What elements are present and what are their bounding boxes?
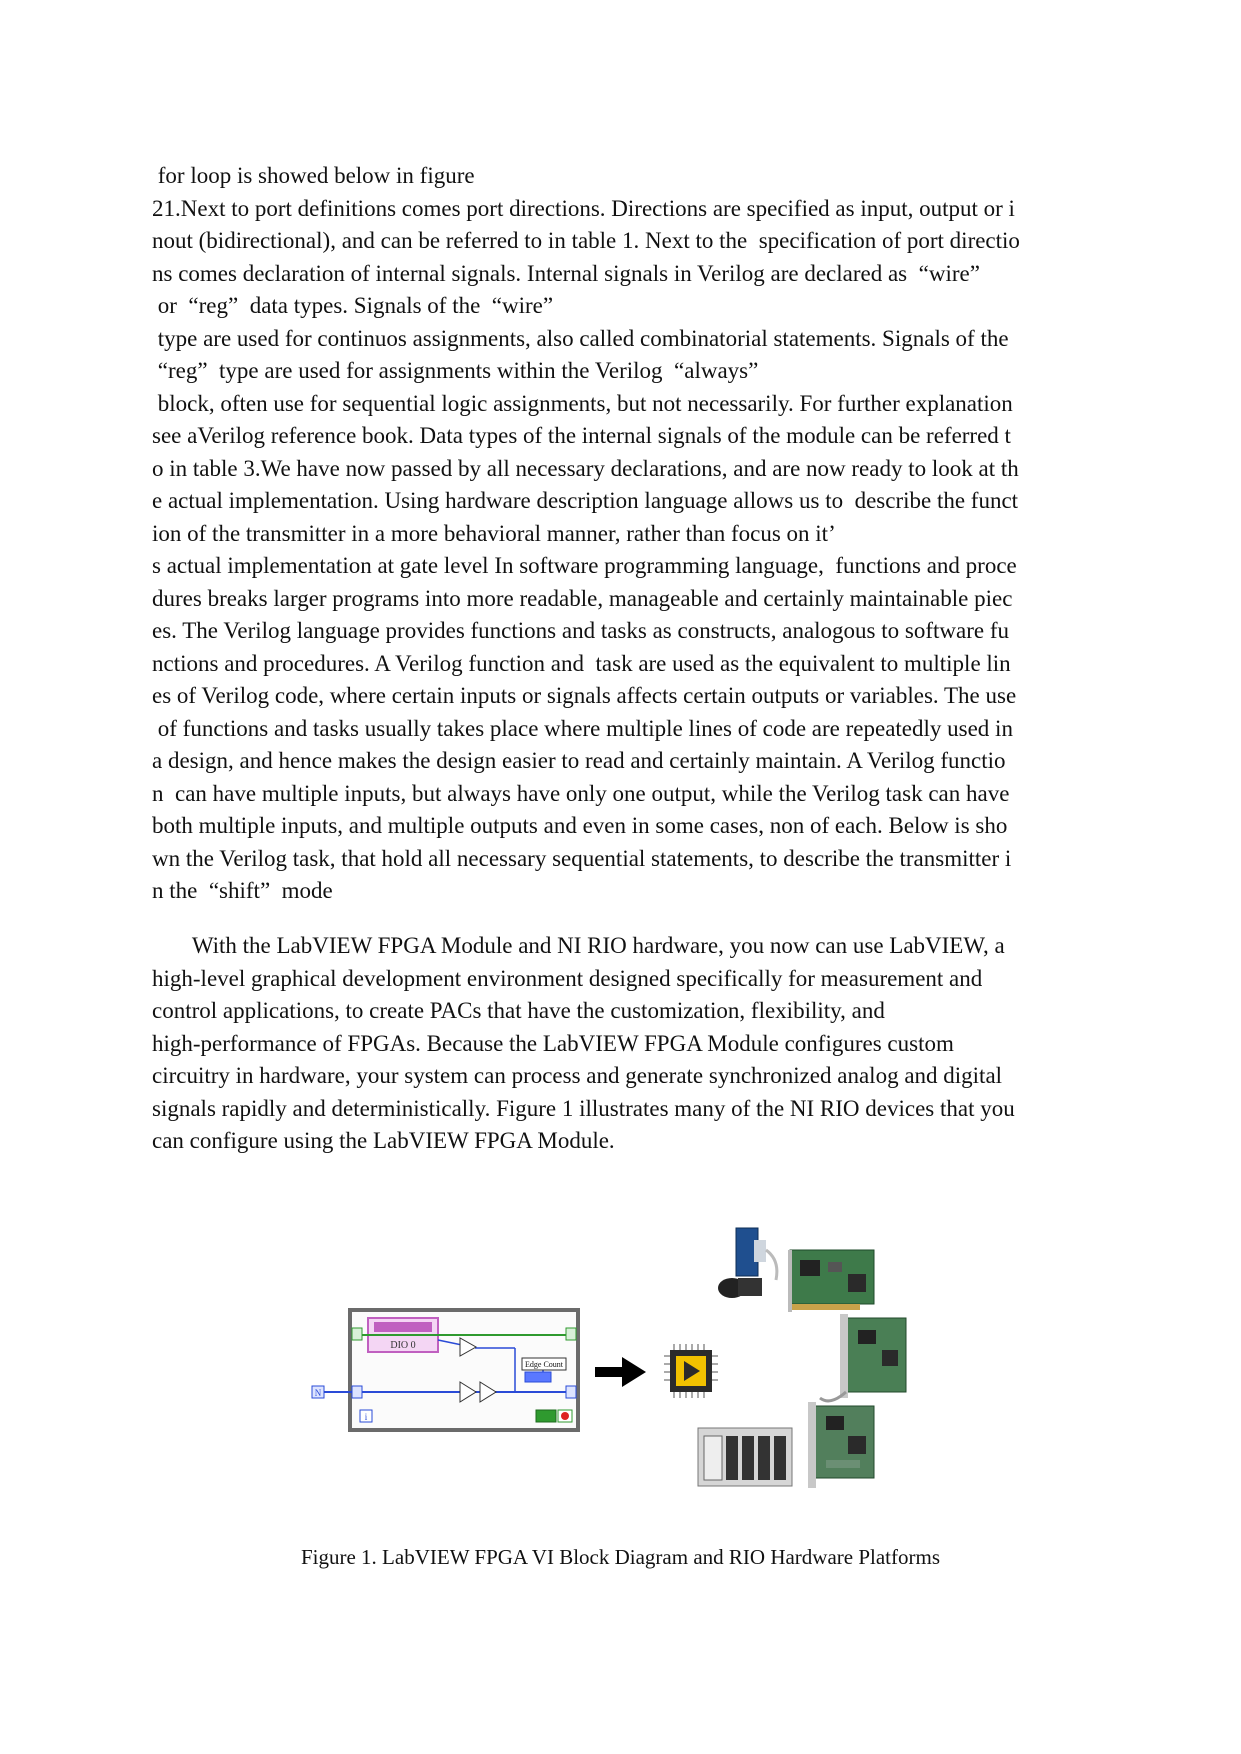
figure-1-illustration: [300, 1210, 980, 1510]
shift-register-left: [352, 1328, 362, 1340]
text-line: high-level graphical development environment designed specifically for measurement and: [152, 965, 983, 991]
text-line: e actual implementation. Using hardware description language allows us to describe the funct: [152, 488, 1019, 513]
text-line: type are used for continuos assignments, also called combinatorial statements. Signals of the: [152, 325, 1009, 351]
svg-text:i: i: [364, 1412, 368, 1422]
dio-label: DIO 0: [390, 1340, 416, 1351]
body-paragraph-1: [152, 160, 1102, 908]
text-line: dures breaks larger programs into more readable, manageable and certainly maintainable piec: [152, 585, 1013, 611]
text-line: block, often use for sequential logic assignments, but not necessarily. For further explanation: [152, 390, 1013, 416]
io-node-header: [374, 1322, 432, 1332]
text-line: a design, and hence makes the design easier to read and certainly maintain. A Verilog functio: [152, 748, 1006, 773]
figure-1: [300, 1210, 980, 1510]
edge-count-indicator: [525, 1372, 551, 1382]
text-line: o in table 3.We have now passed by all necessary declarations, and are now ready to look at th: [152, 455, 1019, 481]
text-line: can configure using the LabVIEW FPGA Module.: [152, 1128, 615, 1153]
shift-register-right: [566, 1328, 576, 1340]
text-line: s actual implementation at gate level In software programming language, functions and proce: [152, 553, 1017, 578]
boolean-constant: [536, 1410, 556, 1422]
text-line: “reg” type are used for assignments within the Verilog “always”: [152, 358, 759, 383]
body-paragraph-2: [152, 930, 1102, 1158]
text-line: n the “shift” mode: [152, 878, 333, 903]
text-line: nctions and procedures. A Verilog function and task are used as the equivalent to multiple lin: [152, 650, 1011, 676]
text-line: of functions and tasks usually takes place where multiple lines of code are repeatedly used in: [152, 715, 1013, 741]
svg-text:N: N: [314, 1388, 322, 1398]
compactrio-chassis-icon: [698, 1428, 792, 1486]
text-line: wn the Verilog task, that hold all necessary sequential statements, to describe the transmitter i: [152, 845, 1012, 871]
text-line: 21.Next to port definitions comes port directions. Directions are specified as input, output or i: [152, 195, 1015, 221]
text-line: for loop is showed below in figure: [152, 163, 475, 188]
camera-module-icon: [718, 1228, 777, 1298]
text-line: control applications, to create PACs that have the customization, flexibility, and: [152, 998, 885, 1023]
fpga-chip-icon: [664, 1344, 718, 1398]
text-line: both multiple inputs, and multiple outputs and even in some cases, non of each. Below is sho: [152, 813, 1008, 838]
text-line: signals rapidly and deterministically. Figure 1 illustrates many of the NI RIO devices that you: [152, 1095, 1015, 1121]
figure-caption: Figure 1. LabVIEW FPGA VI Block Diagram and RIO Hardware Platforms: [300, 1545, 941, 1569]
pxi-card-icon-2: [808, 1402, 874, 1488]
labview-block-diagram: [312, 1310, 578, 1430]
text-line: high-performance of FPGAs. Because the LabVIEW FPGA Module configures custom: [152, 1030, 954, 1056]
pci-card-icon: [788, 1250, 874, 1312]
svg-text:Edge Count: Edge Count: [525, 1360, 563, 1369]
text-line: nout (bidirectional), and can be referred to in table 1. Next to the specification of port directio: [152, 228, 1020, 253]
text-line: or “reg” data types. Signals of the “wire”: [152, 293, 554, 318]
text-line: es. The Verilog language provides functions and tasks as constructs, analogous to software fu: [152, 618, 1009, 643]
arrow-icon: [595, 1357, 646, 1387]
pxi-card-icon: [820, 1314, 906, 1401]
text-line: see aVerilog reference book. Data types of the internal signals of the module can be referred t: [152, 423, 1011, 448]
text-line: es of Verilog code, where certain inputs or signals affects certain outputs or variables. The use: [152, 683, 1017, 708]
text-line: n can have multiple inputs, but always have only one output, while the Verilog task can have: [152, 780, 1010, 806]
text-line: ion of the transmitter in a more behavioral manner, rather than focus on it’: [152, 520, 836, 546]
text-line: ns comes declaration of internal signals. Internal signals in Verilog are declared as “wire”: [152, 260, 980, 286]
text-line: With the LabVIEW FPGA Module and NI RIO hardware, you now can use LabVIEW, a: [152, 933, 1005, 958]
text-line: circuitry in hardware, your system can process and generate synchronized analog and digital: [152, 1063, 1003, 1088]
